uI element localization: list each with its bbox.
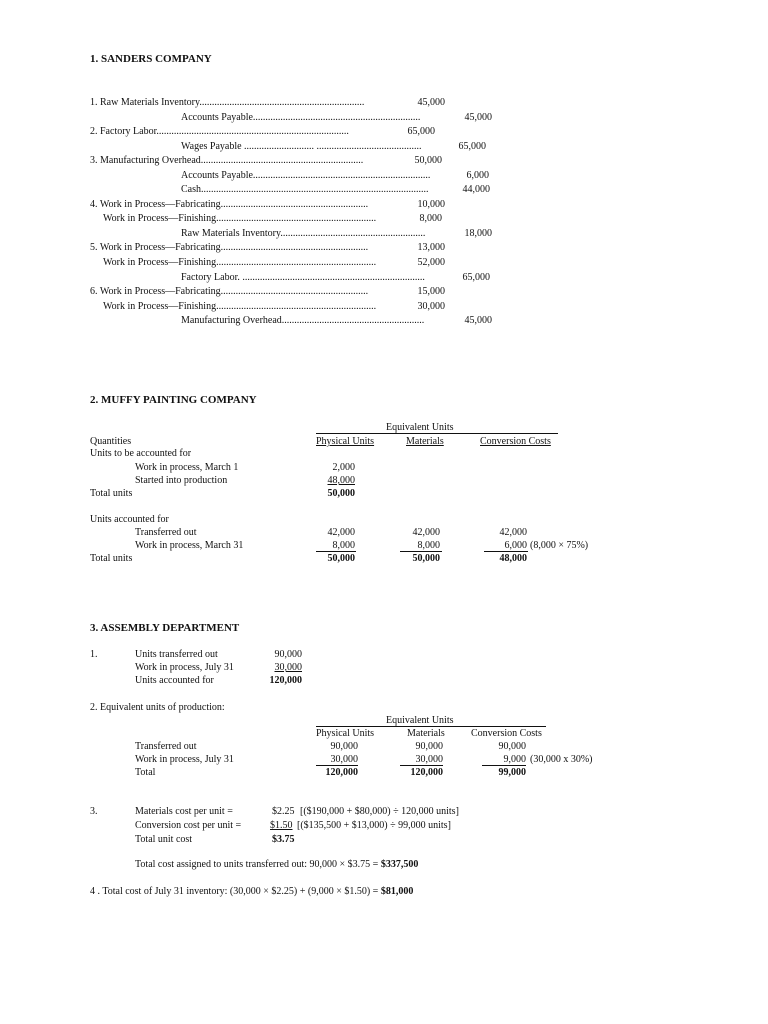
cell-value: 50,000 (327, 488, 355, 499)
header-rule (316, 433, 558, 434)
cell-value: 48,000 (499, 553, 527, 564)
row-label: Transferred out (135, 741, 197, 752)
summary-text: 4 . Total cost of July 31 inventory: (30,000 × $2.25) + (9,000 × $1.50) = (90, 886, 381, 897)
cell-value: 120,000 (325, 767, 358, 778)
row-label: Work in process, March 1 (135, 462, 239, 473)
journal-credit: 18,000 (464, 228, 492, 239)
cell-value: 90,000 (415, 741, 443, 752)
row-label: Total unit cost (135, 834, 193, 845)
cell-note: [($190,000 + $80,000) ÷ 120,000 units] (300, 806, 459, 817)
cell-value: 90,000 (330, 741, 358, 752)
cell-value: 42,000 (412, 527, 440, 538)
col-physical-units: Physical Units (316, 728, 375, 739)
section-1-title: 1. SANDERS COMPANY (90, 53, 212, 65)
col-materials: Materials (407, 728, 445, 739)
journal-row-label: Work in Process—Finishing................................................................ (103, 301, 377, 312)
journal-row-label: 6. Work in Process—Fabricating........................................................... (90, 286, 369, 297)
journal-debit: 50,000 (414, 155, 442, 166)
col-conversion-costs: Conversion Costs (480, 436, 551, 447)
journal-credit: 44,000 (462, 184, 490, 195)
journal-credit: 65,000 (462, 272, 490, 283)
row-label: Transferred out (135, 527, 197, 538)
row-label: Work in process, March 31 (135, 540, 244, 551)
journal-credit: 6,000 (466, 170, 489, 181)
summary-text: Total cost assigned to units transferred out: 90,000 × $3.75 = (135, 859, 381, 870)
cell-value: 8,000 (332, 540, 355, 551)
cell-value: 90,000 (274, 649, 302, 660)
journal-row-label: Accounts Payable....................................................................... (181, 170, 431, 181)
row-label: Units transferred out (135, 649, 218, 660)
journal-debit: 52,000 (417, 257, 445, 268)
cell-value: 99,000 (498, 767, 526, 778)
journal-row-label: 3. Manufacturing Overhead................................................................. (90, 155, 364, 166)
cell-value: 8,000 (417, 540, 440, 551)
journal-row-label: Accounts Payable................................................................... (181, 112, 421, 123)
row-label: Total (135, 767, 156, 778)
summary-line (135, 858, 418, 871)
equivalent-units-header: Equivalent Units (386, 422, 454, 433)
journal-row-label: Factory Labor. ......................................................................... (181, 272, 425, 283)
row-label: Total units (90, 488, 133, 499)
col-quantities: Quantities (90, 436, 132, 447)
cell-value: 6,000 (504, 540, 527, 551)
row-label: Conversion cost per unit = (135, 820, 242, 831)
cell-value: 42,000 (499, 527, 527, 538)
journal-debit: 10,000 (417, 199, 445, 210)
cell-value: 90,000 (498, 741, 526, 752)
cell-value: 120,000 (269, 675, 302, 686)
row-label: Units to be accounted for (90, 448, 192, 459)
journal-row-label: 5. Work in Process—Fabricating........................................................... (90, 242, 369, 253)
row-label: Materials cost per unit = (135, 806, 233, 817)
journal-debit: 13,000 (417, 242, 445, 253)
cell-value: 48,000 (327, 475, 355, 486)
row-label: Started into production (135, 475, 228, 486)
row-label: Units accounted for (135, 675, 214, 686)
item-number: 3. (90, 806, 98, 817)
journal-row-label: 4. Work in Process—Fabricating........................................................... (90, 199, 369, 210)
journal-row-label: Work in Process—Finishing................................................................ (103, 213, 377, 224)
journal-debit: 45,000 (417, 97, 445, 108)
cell-value: 50,000 (412, 553, 440, 564)
section-2-title: 2. MUFFY PAINTING COMPANY (90, 394, 257, 406)
cell-note: [($135,500 + $13,000) ÷ 99,000 units] (297, 820, 451, 831)
summary-value: $337,500 (380, 859, 419, 870)
journal-row-label: 1. Raw Materials Inventory.................................................................. (90, 97, 365, 108)
cell-value: 120,000 (410, 767, 443, 778)
cell-value: 30,000 (274, 662, 302, 673)
journal-row-label: 2. Factory Labor............................................................................. (90, 126, 349, 137)
cell-value: 30,000 (330, 754, 358, 765)
cell-value: 2,000 (332, 462, 355, 473)
journal-credit: 65,000 (458, 141, 486, 152)
col-conversion-costs: Conversion Costs (471, 728, 542, 739)
cell-note: (8,000 × 75%) (530, 540, 589, 551)
cell-value: 42,000 (327, 527, 355, 538)
journal-row-label: Raw Materials Inventory.......................................................... (181, 228, 426, 239)
journal-credit: 45,000 (464, 315, 492, 326)
row-label: Units accounted for (90, 514, 169, 525)
row-label: Work in process, July 31 (135, 662, 234, 673)
cell-note: (30,000 x 30%) (530, 754, 593, 765)
journal-row-label: Cash........................................................................................... (181, 184, 429, 195)
journal-row-label: Work in Process—Finishing................................................................ (103, 257, 377, 268)
section-3-title: 3. ASSEMBLY DEPARTMENT (90, 622, 240, 634)
journal-debit: 65,000 (407, 126, 435, 137)
item-number: 1. (90, 649, 98, 660)
sub-heading: 2. Equivalent units of production: (90, 702, 225, 713)
journal-credit: 45,000 (464, 112, 492, 123)
journal-debit: 30,000 (417, 301, 445, 312)
row-label: Work in process, July 31 (135, 754, 234, 765)
equivalent-units-header: Equivalent Units (386, 715, 454, 726)
cell-value: 9,000 (503, 754, 526, 765)
cell-value: 30,000 (415, 754, 443, 765)
summary-value: $81,000 (380, 886, 414, 897)
journal-debit: 8,000 (419, 213, 442, 224)
cell-value: $3.75 (272, 834, 295, 845)
col-physical-units: Physical Units (316, 436, 375, 447)
row-label: Total units (90, 553, 133, 564)
journal-debit: 15,000 (417, 286, 445, 297)
journal-row-label: Wages Payable ............................ .......................................... (181, 141, 422, 152)
cell-value: $1.50 (270, 820, 293, 831)
summary-line (90, 885, 413, 898)
col-materials: Materials (406, 436, 444, 447)
cell-value: 50,000 (327, 553, 355, 564)
journal-row-label: Manufacturing Overhead......................................................... (181, 315, 425, 326)
cell-value: $2.25 (272, 806, 295, 817)
